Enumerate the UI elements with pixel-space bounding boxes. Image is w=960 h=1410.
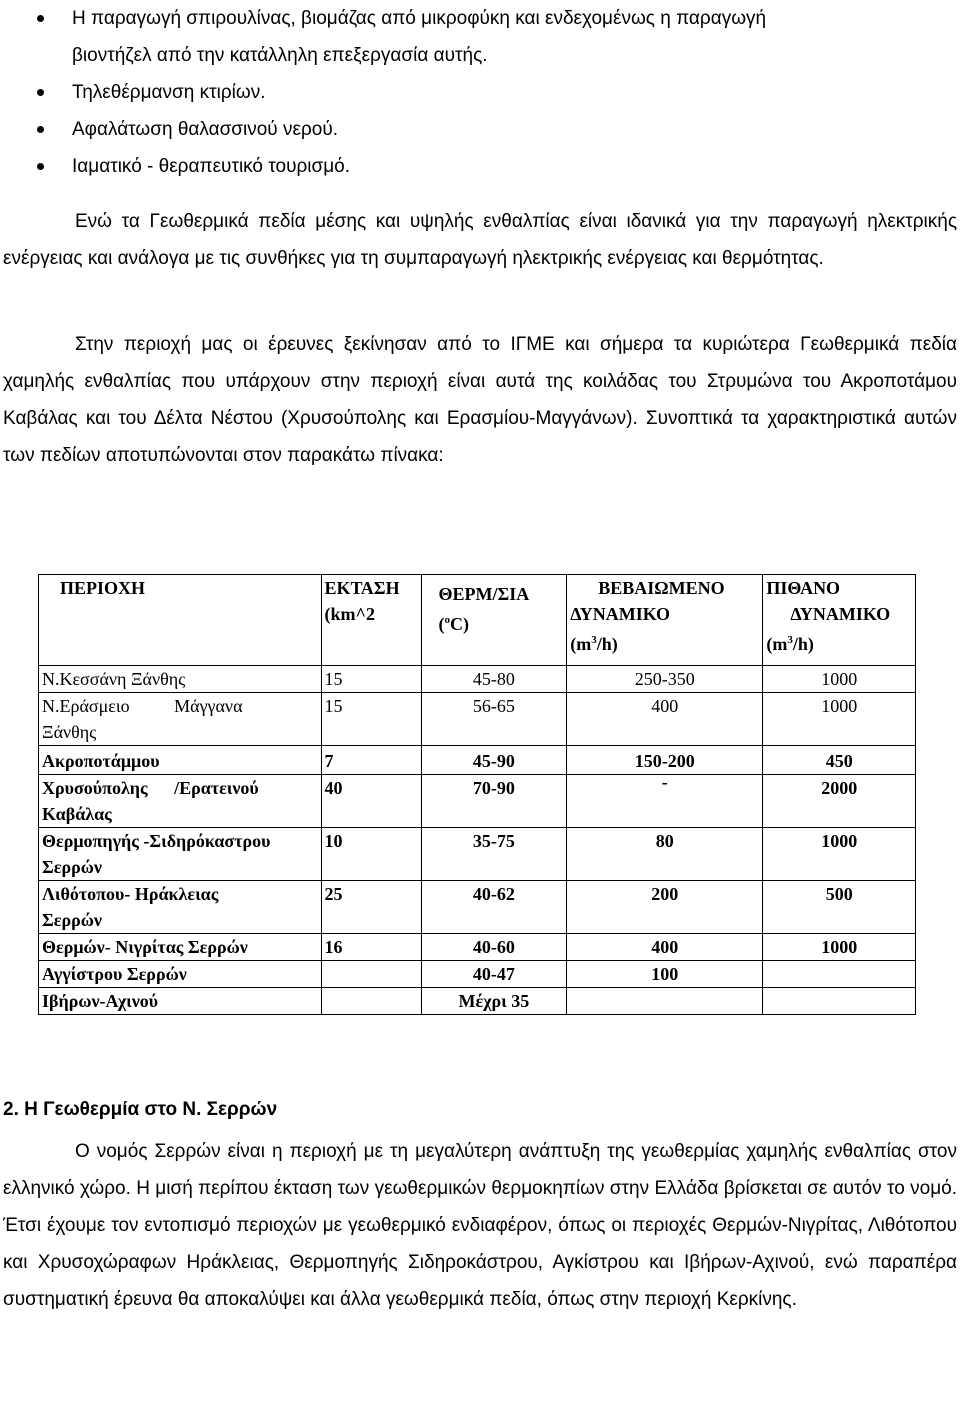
table-row <box>39 988 916 1015</box>
cell-temperature: 45-80 <box>421 666 567 693</box>
cell-region: Ν.Κεσσάνη Ξάνθης <box>39 666 322 693</box>
cell-proven: 150-200 <box>567 746 763 775</box>
cell-potential: 450 <box>763 746 916 775</box>
bullet-dot-icon <box>37 126 44 133</box>
table-row <box>39 828 916 881</box>
bullet-item <box>0 111 960 148</box>
header-area: ΕΚΤΑΣΗ (km^2 <box>321 575 421 666</box>
table-row <box>39 775 916 828</box>
cell-area: 7 <box>321 746 421 775</box>
cell-potential: 1000 <box>763 666 916 693</box>
header-possible-potential: ΠΙΘΑΝΟ ΔΥΝΑΜΙΚΟ $(m^3/h)$ <box>763 575 916 666</box>
table-row <box>39 961 916 988</box>
table-row <box>39 881 916 934</box>
bullet-text: Αφαλάτωση θαλασσινού νερού. <box>72 119 338 140</box>
cell-proven: 80 <box>567 828 763 881</box>
cell-region: Χρυσούπολης /Ερατεινού Καβάλας <box>39 775 322 828</box>
cell-temperature: 70-90 <box>421 775 567 828</box>
cell-temperature: 40-62 <box>421 881 567 934</box>
cell-temperature: 45-90 <box>421 746 567 775</box>
cell-region: Ιβήρων-Αχινού <box>39 988 322 1015</box>
cell-proven: - <box>567 775 763 828</box>
cell-area: 25 <box>321 881 421 934</box>
bullet-item <box>0 74 960 111</box>
bullet-text: Ιαματικό - θεραπευτικό τουρισμό. <box>72 156 351 177</box>
table-row <box>39 934 916 961</box>
table-header-row <box>39 575 916 666</box>
cell-region: Ακροποτάμμου <box>39 746 322 775</box>
cell-temperature: 56-65 <box>421 693 567 746</box>
cell-potential: 1000 <box>763 934 916 961</box>
cell-area <box>321 961 421 988</box>
geothermal-fields-table <box>38 574 916 1015</box>
cell-temperature: 35-75 <box>421 828 567 881</box>
cell-area <box>321 988 421 1015</box>
cell-area: 16 <box>321 934 421 961</box>
paragraph-serres-geothermal: Ο νομός Σερρών είναι η περιοχή με τη μεγαλύτερη ανάπτυξη της γεωθερμίας χαμηλής ενθαλπίας στον ελληνικό χώρο. Η μισή περίπου έκταση των γεωθερμικών θερμοκηπίων στην Ελλάδα βρίσκεται σε αυτόν το νομό. Έτσι έχουμε τον εντοπισμό περιοχών με γεωθερμικό ενδιαφέρον, όπως οι περιοχές Θερμών-Νιγρίτας, Λιθότοπου και Χρυσοχώραφων Ηράκλειας, Θερμοπηγής Σιδηροκάστρου, Αγκίστρου και Ιβήρων-Αχινού, ενώ παραπέρα συστηματική έρευνα θα αποκαλύψει και άλλα γεωθερμικά πεδία, όπως στην περιοχή Κερκίνης. <box>3 1141 957 1310</box>
bullet-item <box>0 0 960 74</box>
table-row <box>39 693 916 746</box>
bullet-text-continued: βιοντήζελ από την κατάλληλη επεξεργασία αυτής. <box>72 45 488 66</box>
bullet-dot-icon <box>37 163 44 170</box>
cell-potential <box>763 988 916 1015</box>
section-heading: 2. Η Γεωθερμία στο Ν. Σερρών <box>3 1099 278 1120</box>
cell-area: 15 <box>321 666 421 693</box>
table-row <box>39 666 916 693</box>
cell-temperature: 40-47 <box>421 961 567 988</box>
cell-region: Θερμών- Νιγρίτας Σερρών <box>39 934 322 961</box>
bullet-list <box>0 0 960 185</box>
cell-proven <box>567 988 763 1015</box>
cell-temperature: 40-60 <box>421 934 567 961</box>
bullet-dot-icon <box>37 15 44 22</box>
cell-temperature: Μέχρι 35 <box>421 988 567 1015</box>
cell-proven: 200 <box>567 881 763 934</box>
bullet-item <box>0 148 960 185</box>
cell-region: Ν.Εράσμειο Μάγγανα Ξάνθης <box>39 693 322 746</box>
bullet-text: Η παραγωγή σπιρουλίνας, βιομάζας από μικροφύκη και ενδεχομένως η παραγωγή <box>72 8 767 29</box>
cell-region: Θερμοπηγής -Σιδηρόκαστρου Σερρών <box>39 828 322 881</box>
paragraph-region-research: Στην περιοχή μας οι έρευνες ξεκίνησαν από το ΙΓΜΕ και σήμερα τα κυριώτερα Γεωθερμικά πεδία χαμηλής ενθαλπίας που υπάρχουν στην περιοχή είναι αυτά της κοιλάδας του Στρυμώνα του Ακροποτάμου Καβάλας και του Δέλτα Νέστου (Χρυσούπολης και Ερασμίου-Μαγγάνων). Συνοπτικά τα χαρακτηριστικά αυτών των πεδίων αποτυπώνονται στον παρακάτω πίνακα: <box>3 334 957 466</box>
cell-potential: 500 <box>763 881 916 934</box>
cell-potential <box>763 961 916 988</box>
cell-proven: 400 <box>567 934 763 961</box>
cell-potential: 1000 <box>763 828 916 881</box>
cell-potential: 1000 <box>763 693 916 746</box>
cell-potential: 2000 <box>763 775 916 828</box>
cell-proven: 100 <box>567 961 763 988</box>
header-region: ΠΕΡΙΟΧΗ <box>39 575 322 666</box>
cell-area: 40 <box>321 775 421 828</box>
header-temperature: ΘΕΡΜ/ΣΙΑ ($^o$C) <box>421 575 567 666</box>
bullet-text: Τηλεθέρμανση κτιρίων. <box>72 82 266 103</box>
cell-area: 15 <box>321 693 421 746</box>
cell-area: 10 <box>321 828 421 881</box>
paragraph-geothermal-fields: Ενώ τα Γεωθερμικά πεδία μέσης και υψηλής ενθαλπίας είναι ιδανικά για την παραγωγή ηλεκτρικής ενέργειας και ανάλογα με τις συνθήκες για τη συμπαραγωγή ηλεκτρικής ενέργειας και θερμότητας. <box>3 211 957 269</box>
cell-region: Λιθότοπου- Ηράκλειας Σερρών <box>39 881 322 934</box>
cell-proven: 250-350 <box>567 666 763 693</box>
cell-proven: 400 <box>567 693 763 746</box>
table-row <box>39 746 916 775</box>
bullet-dot-icon <box>37 89 44 96</box>
header-proven-potential: ΒΕΒΑΙΩΜΕΝΟ ΔΥΝΑΜΙΚΟ $(m^3/h)$ <box>567 575 763 666</box>
cell-region: Αγγίστρου Σερρών <box>39 961 322 988</box>
